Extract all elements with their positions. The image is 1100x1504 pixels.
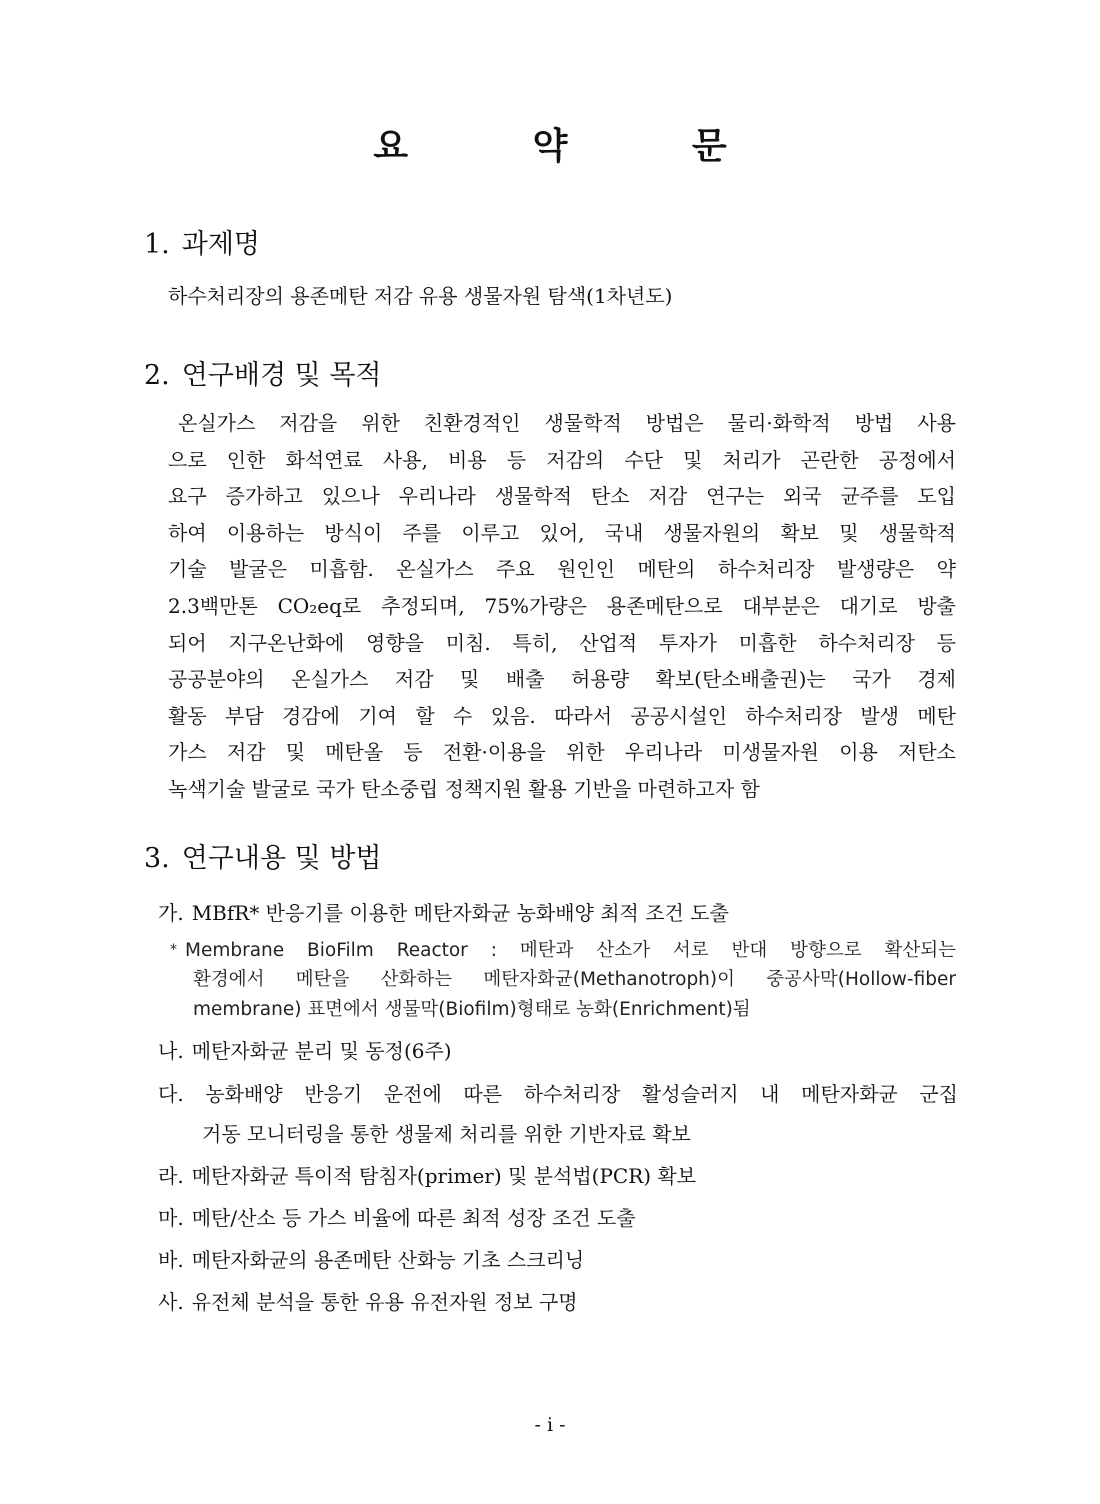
list-item xyxy=(158,897,729,926)
item-text: 메탄/산소 등 가스 비율에 따른 최적 성장 조건 도출 xyxy=(191,1206,636,1230)
item-line xyxy=(158,1077,958,1117)
paragraph-line: 요구 증가하고 있으나 우리나라 생물학적 탄소 저감 연구는 외국 균주를 도입 xyxy=(168,484,956,509)
section-1-heading xyxy=(144,222,260,261)
list-item xyxy=(158,1286,578,1315)
footnote-line: membrane) 표면에서 생물막(Biofilm)형태로 농화(Enrichment)됨 xyxy=(193,999,751,1020)
background-paragraph xyxy=(168,406,956,809)
section-number: 2. xyxy=(144,360,170,391)
paragraph-line: 녹색기술 발굴로 국가 탄소중립 정책지원 활용 기반을 마련하고자 함 xyxy=(168,776,760,801)
footnote-line: * Membrane BioFilm Reactor : 메탄과 산소가 서로 반대 방향으로 확산되는 xyxy=(170,940,956,961)
footnote xyxy=(170,936,956,1026)
item-text: 농화배양 반응기 운전에 따른 하수처리장 활성슬러지 내 메탄자화균 군집 xyxy=(205,1082,958,1106)
section-title: 과제명 xyxy=(181,229,261,260)
paragraph-line: 온실가스 저감을 위한 친환경적인 생물학적 방법은 물리·화학적 방법 사용 xyxy=(178,411,956,435)
list-item xyxy=(158,1035,452,1064)
item-label: 사. xyxy=(158,1290,184,1314)
item-text: MBfR* 반응기를 이용한 메탄자화균 농화배양 최적 조건 도출 xyxy=(191,901,729,925)
page-number: - i - xyxy=(534,1414,566,1436)
paragraph-line: 2.3백만톤 CO₂eq로 추정되며, 75%가량은 용존메탄으로 대부분은 대기로 방출 xyxy=(168,593,956,618)
paragraph-line: 하여 이용하는 방식이 주를 이루고 있어, 국내 생물자원의 확보 및 생물학적 xyxy=(168,520,956,545)
item-label: 다. xyxy=(158,1082,184,1106)
footnote-marker: * xyxy=(170,942,177,958)
paragraph-line: 으로 인한 화석연료 사용, 비용 등 저감의 수단 및 처리가 곤란한 공정에서 xyxy=(168,447,956,472)
item-label: 가. xyxy=(158,901,184,925)
section-3-heading xyxy=(144,836,382,875)
paragraph-line: 기술 발굴은 미흡함. 온실가스 주요 원인인 메탄의 하수처리장 발생량은 약 xyxy=(168,557,956,582)
item-label: 나. xyxy=(158,1039,184,1063)
item-label: 마. xyxy=(158,1206,184,1230)
project-name: 하수처리장의 용존메탄 저감 유용 생물자원 탐색(1차년도) xyxy=(168,284,673,308)
section-title: 연구내용 및 방법 xyxy=(181,843,382,874)
item-label: 바. xyxy=(158,1248,184,1272)
page-title: 요 약 문 xyxy=(373,125,783,167)
item-text: 유전체 분석을 통한 유용 유전자원 정보 구명 xyxy=(191,1290,578,1314)
paragraph-line: 공공분야의 온실가스 저감 및 배출 허용량 확보(탄소배출권)는 국가 경제 xyxy=(168,667,956,692)
item-label: 라. xyxy=(158,1164,184,1188)
paragraph-line: 되어 지구온난화에 영향을 미침. 특히, 산업적 투자가 미흡한 하수처리장 등 xyxy=(168,630,956,655)
paragraph-line: 가스 저감 및 메탄올 등 전환·이용을 위한 우리나라 미생물자원 이용 저탄소 xyxy=(168,740,956,765)
list-item xyxy=(158,1160,696,1189)
footnote-line: 환경에서 메탄을 산화하는 메탄자화균(Methanotroph)이 중공사막(Hollow-fiber xyxy=(193,969,956,990)
section-number: 3. xyxy=(144,843,170,874)
list-item xyxy=(158,1077,958,1157)
section-title: 연구배경 및 목적 xyxy=(181,360,382,391)
section-2-heading xyxy=(144,353,382,392)
item-text: 메탄자화균 특이적 탐침자(primer) 및 분석법(PCR) 확보 xyxy=(191,1164,697,1188)
section-number: 1. xyxy=(144,229,170,260)
paragraph-line: 활동 부담 경감에 기여 할 수 있음. 따라서 공공시설인 하수처리장 발생 메탄 xyxy=(168,703,956,728)
item-text: 메탄자화균 분리 및 동정(6주) xyxy=(191,1039,452,1063)
list-item xyxy=(158,1244,584,1273)
item-line: 거동 모니터링을 통한 생물제 처리를 위한 기반자료 확보 xyxy=(202,1122,691,1146)
item-text: 메탄자화균의 용존메탄 산화능 기초 스크리닝 xyxy=(191,1248,585,1272)
list-item xyxy=(158,1202,636,1231)
